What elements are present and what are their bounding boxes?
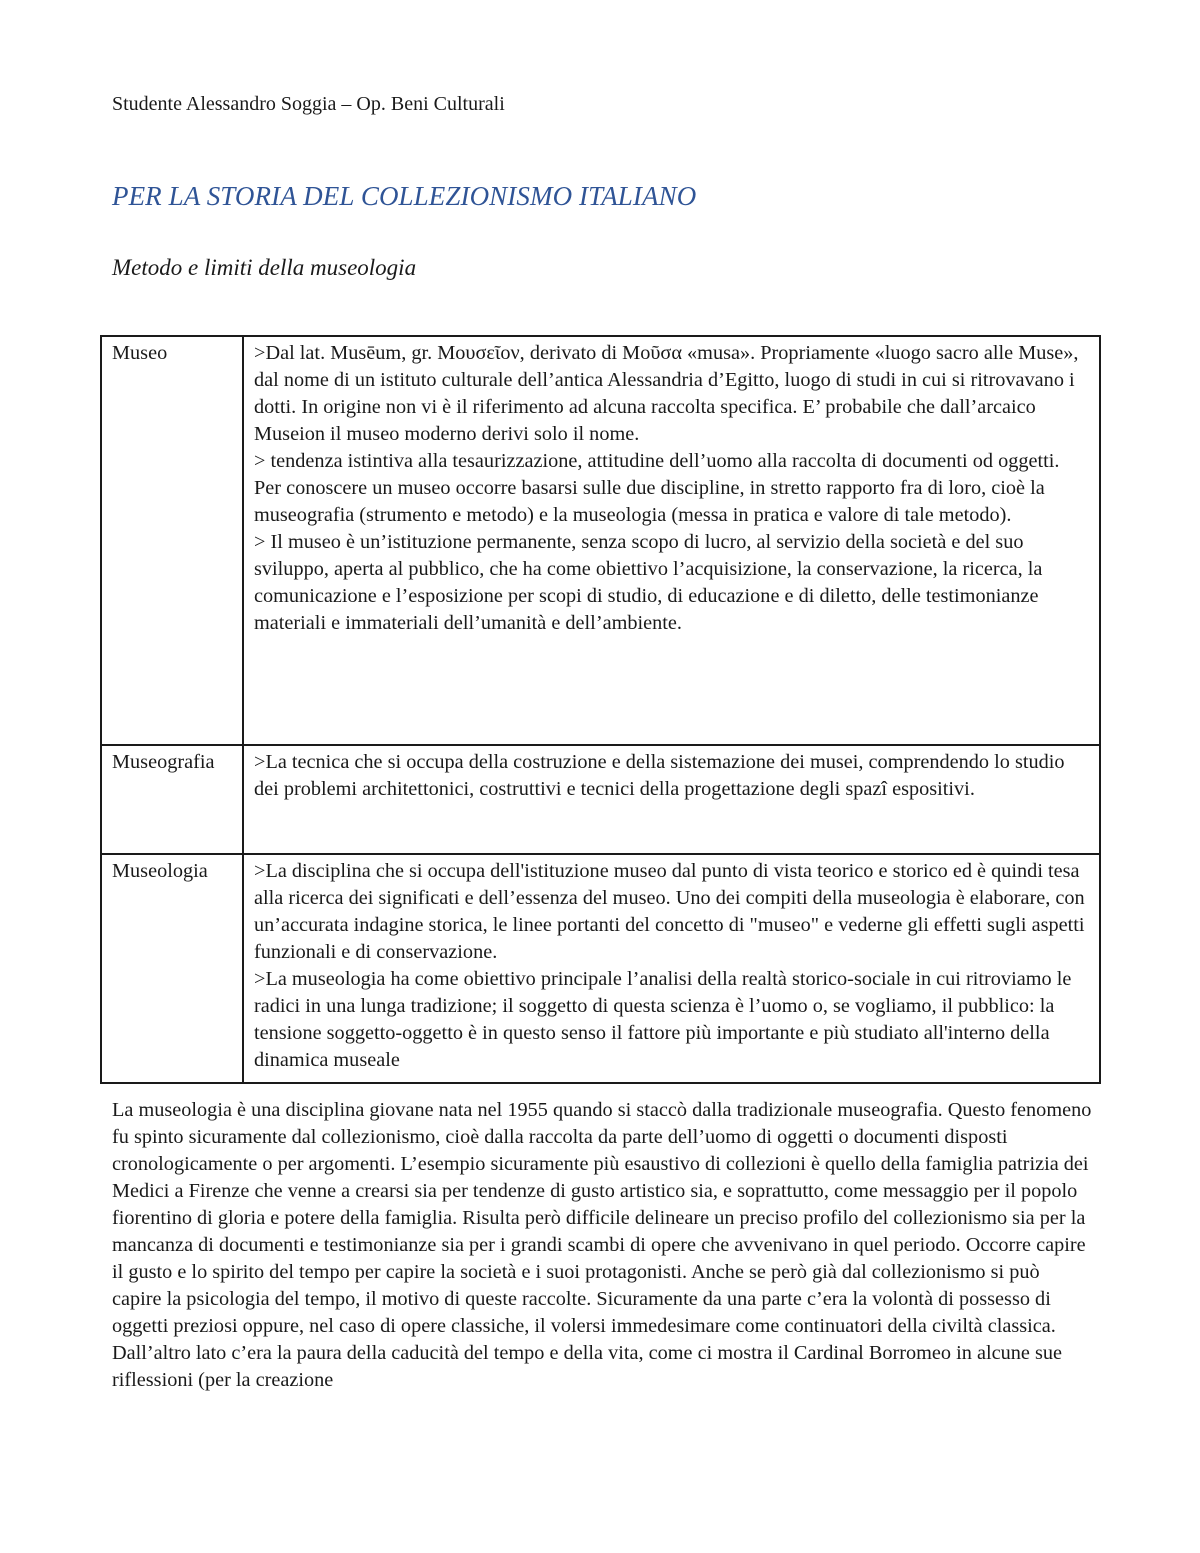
definitions-table bbox=[100, 335, 1101, 1084]
definition-cell bbox=[243, 745, 1100, 854]
table-row-museografia bbox=[101, 745, 1100, 854]
definition-paragraph: > Il museo è un’istituzione permanente, senza scopo di lucro, al servizio della società e del suo sviluppo, aperta al pubblico, che ha come obiettivo l’acquisizione, la conservazione, la ricerca, la comunicazione e l’esposizione per scopi di studio, di educazione e di diletto, delle testimonianze materiali e immateriali dell’umanità e dell’ambiente. bbox=[254, 531, 1043, 634]
definition-paragraph: >La disciplina che si occupa dell'istituzione museo dal punto di vista teorico e storico ed è quindi tesa alla ricerca dei significati e dell’essenza del museo. Uno dei compiti della museologia è elaborare, con un’accurata indagine storica, le linee portanti del concetto di "museo" e vederne gli effetti sugli aspetti funzionali e di conservazione. bbox=[254, 860, 1085, 963]
definition-paragraph: > tendenza istintiva alla tesaurizzazione, attitudine dell’uomo alla raccolta di documenti od oggetti. Per conoscere un museo occorre basarsi sulle due discipline, in stretto rapporto fra di loro, cioè la museografia (strumento e metodo) e la museologia (messa in pratica e valore di tale metodo). bbox=[254, 450, 1060, 526]
body-paragraph: La museologia è una disciplina giovane nata nel 1955 quando si staccò dalla tradizionale museografia. Questo fenomeno fu spinto sicuramente dal collezionismo, cioè dalla raccolta da parte dell’uomo di oggetti o documenti disposti cronologicamente o per argomenti. L’esempio sicuramente più esaustivo di collezioni è quello della famiglia patrizia dei Medici a Firenze che venne a crearsi sia per tendenze di gusto artistico sia, e soprattutto, come messaggio per il popolo fiorentino di gloria e potere della famiglia. Risulta però difficile delineare un preciso profilo del collezionismo sia per la mancanza di documenti e testimonianze sia per i grandi scambi di opere che avvenivano in quel periodo. Occorre capire il gusto e lo spirito del tempo per capire la società e i suoi protagonisti. Anche se però già dal collezionismo si può capire la psicologia del tempo, il motivo di queste raccolte. Sicuramente da una parte c’era la volontà di possesso di oggetti preziosi oppure, nel caso di opere classiche, il volersi immedesimare come continuatori della civiltà classica. Dall’altro lato c’era la paura della caducità del tempo e della vita, come ci mostra il Cardinal Borromeo in alcune sue riflessioni (per la creazione bbox=[112, 1099, 1092, 1391]
document-title: PER LA STORIA DEL COLLEZIONISMO ITALIANO bbox=[112, 181, 697, 211]
definition-paragraph: >La tecnica che si occupa della costruzione e della sistemazione dei musei, comprendendo lo studio dei problemi architettonici, costruttivi e tecnici della progettazione degli spazî espositivi. bbox=[254, 751, 1065, 800]
table-row-museologia bbox=[101, 854, 1100, 1083]
definition-paragraph: >Dal lat. Musēum, gr. Μουσεῖον, derivato di Μοῦσα «musa». Propriamente «luogo sacro alle Muse», dal nome di un istituto culturale dell’antica Alessandria d’Egitto, luogo di studi in cui si ritrovavano i dotti. In origine non vi è il riferimento ad alcuna raccolta specifica. E’ probabile che dall’arcaico Museion il museo moderno derivi solo il nome. bbox=[254, 342, 1079, 445]
definition-cell bbox=[243, 854, 1100, 1083]
definition-paragraph: >La museologia ha come obiettivo principale l’analisi della realtà storico-sociale in cui ritroviamo le radici in una lunga tradizione; il soggetto di questa scienza è l’uomo o, se vogliamo, il pubblico: la tensione soggetto-oggetto è in questo senso il fattore più importante e più studiato all'interno della dinamica museale bbox=[254, 968, 1072, 1071]
term-cell: Museo bbox=[101, 336, 243, 745]
student-line: Studente Alessandro Soggia – Op. Beni Culturali bbox=[112, 93, 505, 115]
document-subtitle: Metodo e limiti della museologia bbox=[112, 255, 417, 280]
term-cell: Museologia bbox=[101, 854, 243, 1083]
definition-cell bbox=[243, 336, 1100, 745]
table-row-museo bbox=[101, 336, 1100, 745]
term-cell: Museografia bbox=[101, 745, 243, 854]
